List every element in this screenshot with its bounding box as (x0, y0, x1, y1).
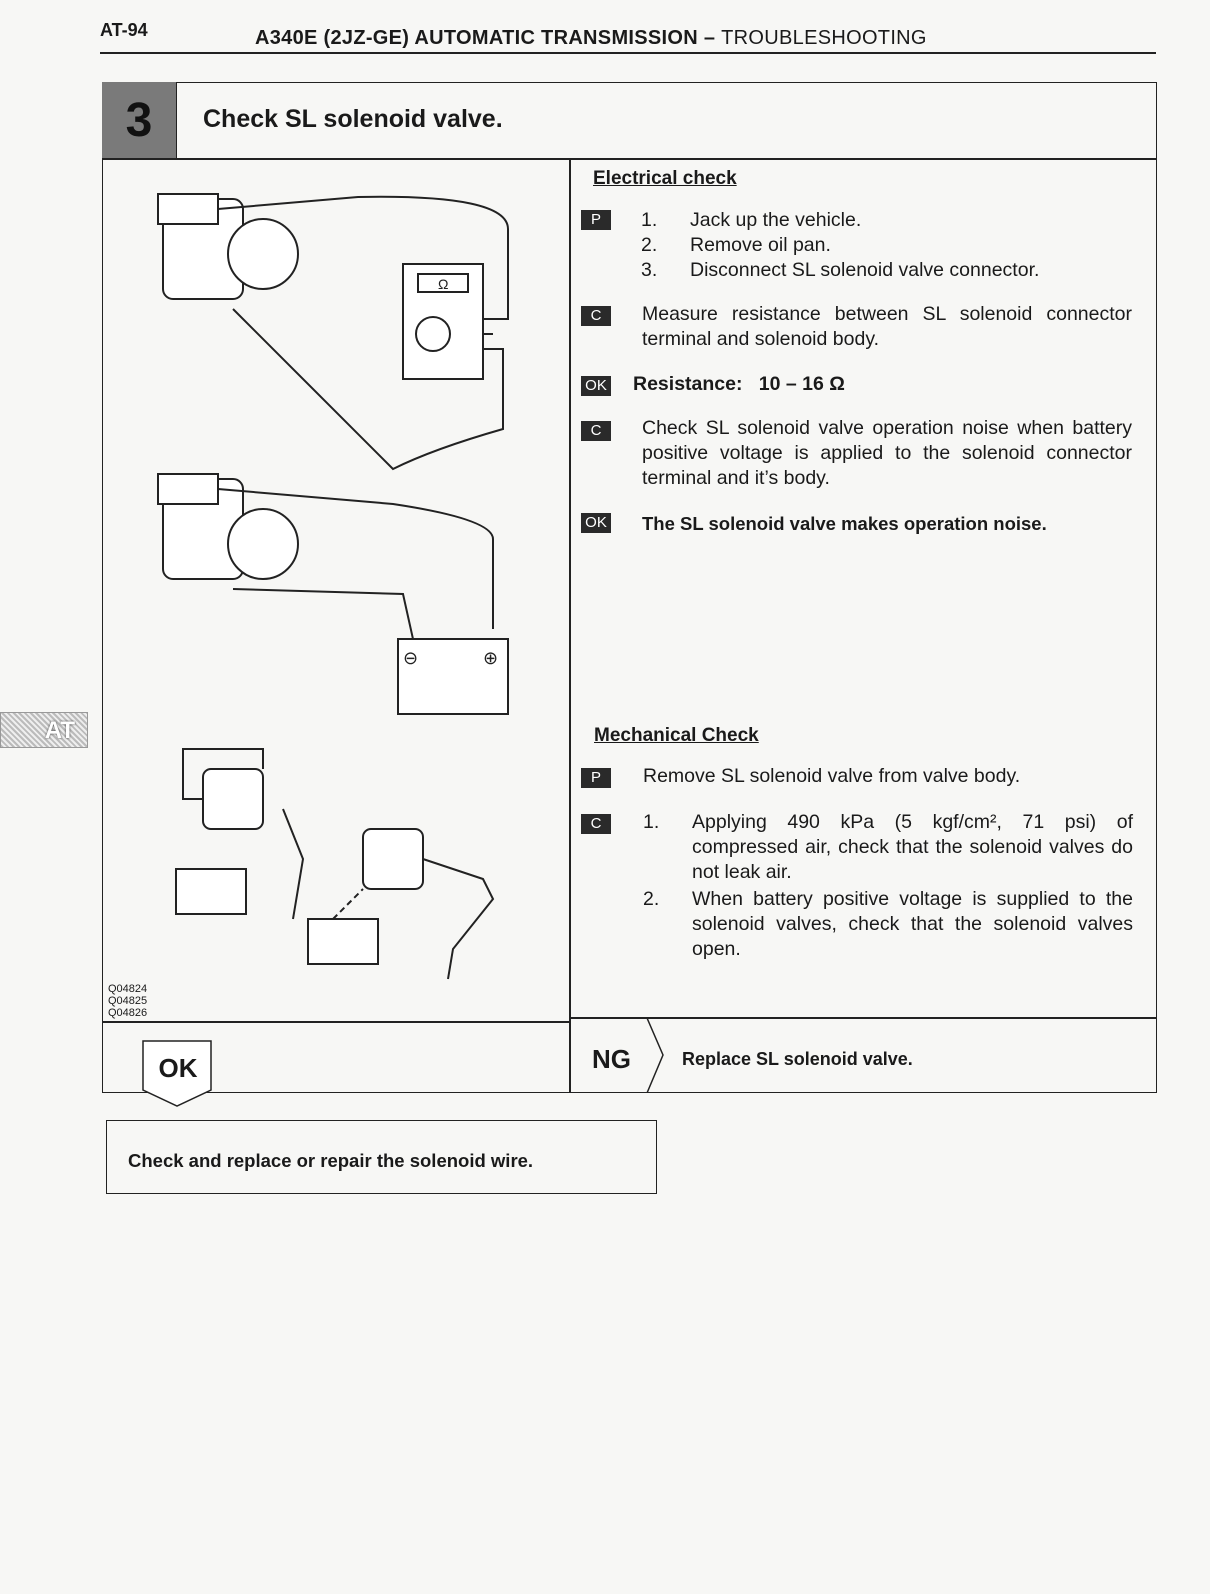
battery-minus: ⊖ (403, 648, 419, 668)
step-title: Check SL solenoid valve. (203, 105, 503, 133)
figure-code: Q04824 (108, 983, 148, 995)
prep-badge: P (581, 768, 611, 788)
header-rule (100, 52, 1156, 54)
prep-steps-list (641, 208, 1141, 283)
ng-action: Replace SL solenoid valve. (682, 1049, 913, 1069)
ng-label: NG (592, 1044, 631, 1074)
check-badge: C (581, 306, 611, 326)
air-test-figure (176, 749, 493, 979)
check-badge: C (581, 421, 611, 441)
page-number: AT-94 (100, 20, 148, 40)
side-tab-at: AT (0, 712, 88, 748)
figure-codes (108, 983, 147, 1019)
prep-badge: P (581, 210, 611, 230)
list-item: 2. Remove oil pan. (641, 234, 831, 256)
battery-plus: ⊕ (483, 648, 499, 668)
mechanical-check-heading: Mechanical Check (594, 725, 759, 746)
title-separator: – (698, 27, 722, 49)
check-resistance-text: Measure resistance between SL solenoid connector terminal and solenoid body. (642, 303, 1132, 350)
ok-label: OK (158, 1053, 198, 1083)
noise-result: The SL solenoid valve makes operation noise. (642, 513, 1047, 534)
ok-badge: OK (581, 513, 611, 533)
ok-badge: OK (581, 376, 611, 396)
divider (102, 1021, 571, 1023)
page-title (255, 27, 927, 50)
step-number: 3 (102, 82, 177, 158)
electrical-check-heading: Electrical check (593, 168, 737, 189)
divider (569, 158, 571, 1093)
check-noise-text: Check SL solenoid valve operation noise when battery positive voltage is applied to the solenoid connector terminal and it’s body. (642, 417, 1132, 489)
figure-code: Q04826 (108, 1007, 148, 1019)
title-main: A340E (2JZ-GE) AUTOMATIC TRANSMISSION (255, 27, 698, 49)
list-item: 2. When battery positive voltage is supplied to the solenoid valves, check that the solenoid valves open. (643, 888, 1133, 960)
title-sub: TROUBLESHOOTING (721, 27, 927, 49)
resistance-spec: Resistance: 10 – 16 Ω (633, 373, 845, 395)
list-item: 1. Applying 490 kPa (5 kgf/cm², 71 psi) of compressed air, check that the solenoid valves do not leak air. (643, 811, 1133, 883)
list-item: 3. Disconnect SL solenoid valve connector. (641, 259, 1040, 281)
battery-test-figure (158, 474, 508, 714)
check-badge: C (581, 814, 611, 834)
figure-code: Q04825 (108, 995, 148, 1007)
list-item: 1. Jack up the vehicle. (641, 209, 862, 231)
solenoid-illustration (103, 159, 569, 1022)
ohm-symbol: Ω (438, 276, 449, 292)
ng-arrow-icon (645, 1018, 665, 1093)
mechanical-steps-list (643, 810, 1133, 962)
ohmmeter-test-figure (158, 194, 508, 469)
mechanical-prep-text: Remove SL solenoid valve from valve body. (643, 765, 1021, 787)
ok-action-box: Check and replace or repair the solenoid wire. (106, 1120, 657, 1194)
